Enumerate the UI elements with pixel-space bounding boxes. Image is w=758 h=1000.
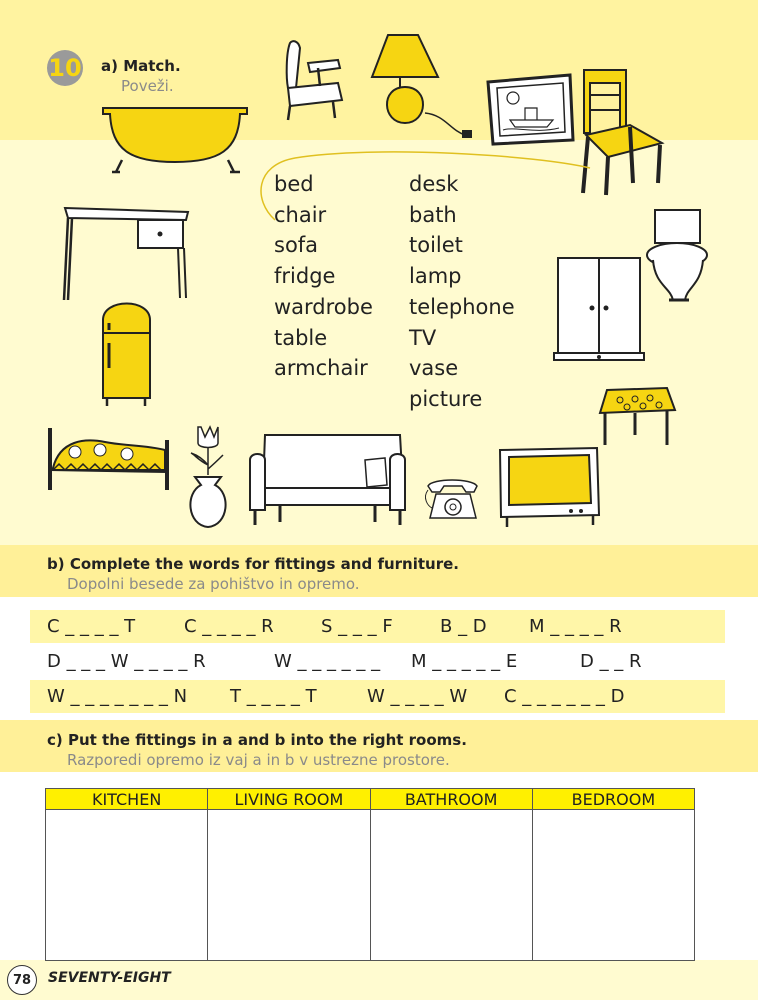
wardrobe-icon <box>552 250 647 370</box>
word-puzzle: S _ _ _ F <box>321 616 393 637</box>
part-c-subtitle: Razporedi opremo iz vaj a in b v ustrezne prostore. <box>67 751 450 769</box>
word-puzzle: W _ _ _ _ _ _ <box>274 651 381 672</box>
bathtub-icon <box>100 100 250 185</box>
word-item: table <box>274 325 328 350</box>
part-a-title: a) Match. <box>101 57 181 75</box>
word-puzzle: D _ _ _ W _ _ _ _ R <box>47 651 206 672</box>
page-number-words: SEVENTY-EIGHT <box>48 970 171 986</box>
word-item: lamp <box>409 264 462 289</box>
word-puzzle: W _ _ _ _ W <box>367 686 468 707</box>
bed-icon <box>45 420 175 495</box>
rooms-table <box>45 788 695 961</box>
fridge-icon <box>95 298 160 413</box>
word-item: TV <box>409 325 437 350</box>
word-item: toilet <box>409 233 463 258</box>
toilet-icon <box>645 205 710 310</box>
bedroom-answer-cell[interactable] <box>532 810 694 961</box>
word-puzzle: M _ _ _ _ R <box>529 616 622 637</box>
telephone-icon <box>422 478 484 523</box>
word-item: armchair <box>274 356 368 381</box>
part-a-subtitle: Poveži. <box>121 77 174 95</box>
column-header-living-room: LIVING ROOM <box>208 789 370 810</box>
vase-icon <box>183 425 233 535</box>
tv-icon <box>497 445 602 530</box>
word-puzzle: W _ _ _ _ _ _ _ N <box>47 686 188 707</box>
word-item: bed <box>274 172 314 196</box>
exercise-number-badge: 10 <box>47 50 83 86</box>
desk-icon <box>60 200 195 305</box>
kitchen-answer-cell[interactable] <box>46 810 208 961</box>
word-puzzle: C _ _ _ _ _ _ D <box>504 686 625 707</box>
word-item: sofa <box>274 233 319 258</box>
picture-icon <box>485 72 575 157</box>
word-puzzle: T _ _ _ _ T <box>230 686 317 707</box>
word-item: vase <box>409 356 459 381</box>
lamp-icon <box>370 35 480 145</box>
part-c-title: c) Put the fittings in a and b into the right rooms. <box>47 731 467 749</box>
word-item: wardrobe <box>274 294 373 319</box>
table-icon <box>595 385 680 450</box>
word-list-right <box>409 169 515 415</box>
column-header-kitchen: KITCHEN <box>46 789 208 810</box>
page-number: 78 <box>7 965 37 995</box>
word-item: chair <box>274 202 327 227</box>
word-puzzle: C _ _ _ _ T <box>47 616 136 637</box>
part-b-title: b) Complete the words for fittings and furniture. <box>47 555 459 573</box>
column-header-bathroom: BATHROOM <box>370 789 532 810</box>
word-item: telephone <box>409 294 515 319</box>
armchair-icon <box>278 38 348 123</box>
word-item: desk <box>409 172 459 196</box>
word-puzzle: M _ _ _ _ _ E <box>411 651 518 672</box>
living-room-answer-cell[interactable] <box>208 810 370 961</box>
word-item: fridge <box>274 264 336 289</box>
word-item: picture <box>409 386 483 411</box>
word-puzzle: C _ _ _ _ R <box>184 616 274 637</box>
sofa-icon <box>245 430 410 530</box>
word-item: bath <box>409 202 457 227</box>
bathroom-answer-cell[interactable] <box>370 810 532 961</box>
part-b-subtitle: Dopolni besede za pohištvo in opremo. <box>67 575 360 593</box>
word-puzzle: D _ _ R <box>580 651 642 672</box>
word-list-left <box>274 169 373 384</box>
word-puzzle: B _ D <box>440 616 487 637</box>
column-header-bedroom: BEDROOM <box>532 789 694 810</box>
